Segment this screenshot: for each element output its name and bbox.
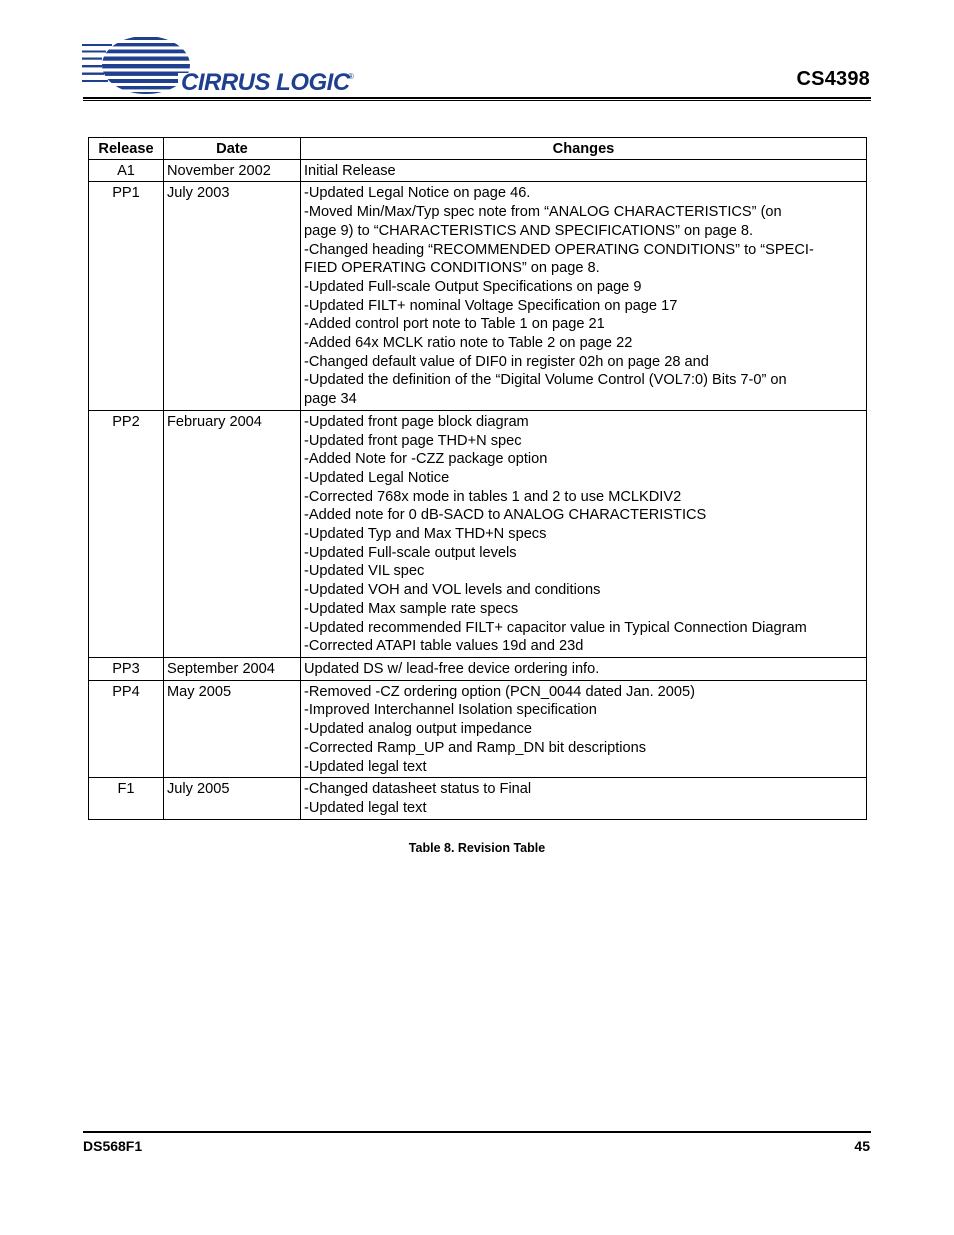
change-line: -Updated Full-scale Output Specifications on page 9 bbox=[304, 278, 642, 295]
footer-rule bbox=[83, 1131, 871, 1133]
cirrus-logic-logo-mark bbox=[82, 33, 372, 97]
change-line: -Changed datasheet status to Final bbox=[304, 781, 532, 798]
change-line: -Corrected Ramp_UP and Ramp_DN bit descriptions bbox=[304, 739, 647, 756]
change-line: -Added 64x MCLK ratio note to Table 2 on page 22 bbox=[304, 335, 633, 352]
date-cell: July 2003 bbox=[164, 182, 301, 410]
part-number: CS4398 bbox=[796, 68, 870, 90]
logo-wordmark: CIRRUS LOGIC bbox=[181, 69, 350, 96]
change-line: -Updated VOH and VOL levels and conditions bbox=[304, 582, 601, 599]
column-header-date: Date bbox=[164, 138, 301, 160]
change-line: -Updated Legal Notice on page 46. bbox=[304, 185, 531, 202]
change-line: page 34 bbox=[304, 391, 357, 408]
page-number: 45 bbox=[854, 1138, 870, 1154]
change-line: -Removed -CZ ordering option (PCN_0044 dated Jan. 2005) bbox=[304, 683, 696, 700]
change-line: -Updated Typ and Max THD+N specs bbox=[304, 526, 547, 543]
table-row bbox=[89, 657, 867, 680]
change-line: -Updated front page block diagram bbox=[304, 413, 529, 430]
change-line: -Updated FILT+ nominal Voltage Specification on page 17 bbox=[304, 297, 678, 314]
table-caption: Table 8. Revision Table bbox=[408, 841, 546, 855]
changes-cell bbox=[301, 778, 867, 819]
table-row bbox=[89, 778, 867, 819]
change-line: -Updated front page THD+N spec bbox=[304, 432, 522, 449]
changes-cell bbox=[301, 410, 867, 657]
release-cell: PP4 bbox=[89, 680, 164, 778]
change-line: -Corrected 768x mode in tables 1 and 2 to use MCLKDIV2 bbox=[304, 488, 682, 505]
change-line: FIED OPERATING CONDITIONS” on page 8. bbox=[304, 260, 600, 277]
changes-cell bbox=[301, 159, 867, 182]
table-row bbox=[89, 410, 867, 657]
registered-mark: ® bbox=[348, 72, 354, 81]
change-line: -Updated analog output impedance bbox=[304, 721, 532, 738]
document-id: DS568F1 bbox=[83, 1138, 143, 1154]
release-cell: PP1 bbox=[89, 182, 164, 410]
change-line: page 9) to “CHARACTERISTICS AND SPECIFICATIONS” on page 8. bbox=[304, 222, 754, 239]
date-cell: February 2004 bbox=[164, 410, 301, 657]
table-header-row bbox=[89, 138, 867, 160]
change-line: -Added control port note to Table 1 on page 21 bbox=[304, 316, 605, 333]
change-line: -Added Note for -CZZ package option bbox=[304, 451, 548, 468]
column-header-release: Release bbox=[89, 138, 164, 160]
column-header-changes: Changes bbox=[301, 138, 867, 160]
date-cell: September 2004 bbox=[164, 657, 301, 680]
changes-cell bbox=[301, 182, 867, 410]
table-row bbox=[89, 159, 867, 182]
change-line: Initial Release bbox=[304, 162, 396, 179]
change-line: -Moved Min/Max/Typ spec note from “ANALOG CHARACTERISTICS” (on bbox=[304, 204, 782, 221]
revision-table bbox=[88, 137, 867, 820]
changes-cell bbox=[301, 680, 867, 778]
date-cell: July 2005 bbox=[164, 778, 301, 819]
change-line: -Updated the definition of the “Digital Volume Control (VOL7:0) Bits 7-0” on bbox=[304, 372, 787, 389]
change-line: -Updated Max sample rate specs bbox=[304, 600, 519, 617]
date-cell: November 2002 bbox=[164, 159, 301, 182]
date-cell: May 2005 bbox=[164, 680, 301, 778]
change-line: -Added note for 0 dB-SACD to ANALOG CHARACTERISTICS bbox=[304, 507, 707, 524]
release-cell: A1 bbox=[89, 159, 164, 182]
change-line: -Improved Interchannel Isolation specification bbox=[304, 702, 597, 719]
change-line: -Changed default value of DIF0 in register 02h on page 28 and bbox=[304, 353, 709, 370]
change-line: -Updated VIL spec bbox=[304, 563, 425, 580]
change-line: -Updated recommended FILT+ capacitor value in Typical Connection Diagram bbox=[304, 619, 807, 636]
table-row bbox=[89, 680, 867, 778]
change-line: -Updated Full-scale output levels bbox=[304, 544, 517, 561]
release-cell: PP3 bbox=[89, 657, 164, 680]
change-line: -Changed heading “RECOMMENDED OPERATING CONDITIONS” to “SPECI- bbox=[304, 241, 814, 258]
change-line: -Updated legal text bbox=[304, 758, 427, 775]
change-line: Updated DS w/ lead-free device ordering info. bbox=[304, 660, 600, 677]
release-cell: PP2 bbox=[89, 410, 164, 657]
release-cell: F1 bbox=[89, 778, 164, 819]
cirrus-logic-logo bbox=[82, 33, 372, 97]
header-rule bbox=[83, 97, 871, 101]
change-line: -Corrected ATAPI table values 19d and 23d bbox=[304, 638, 584, 655]
table-row bbox=[89, 182, 867, 410]
change-line: -Updated Legal Notice bbox=[304, 469, 450, 486]
changes-cell bbox=[301, 657, 867, 680]
change-line: -Updated legal text bbox=[304, 799, 427, 816]
